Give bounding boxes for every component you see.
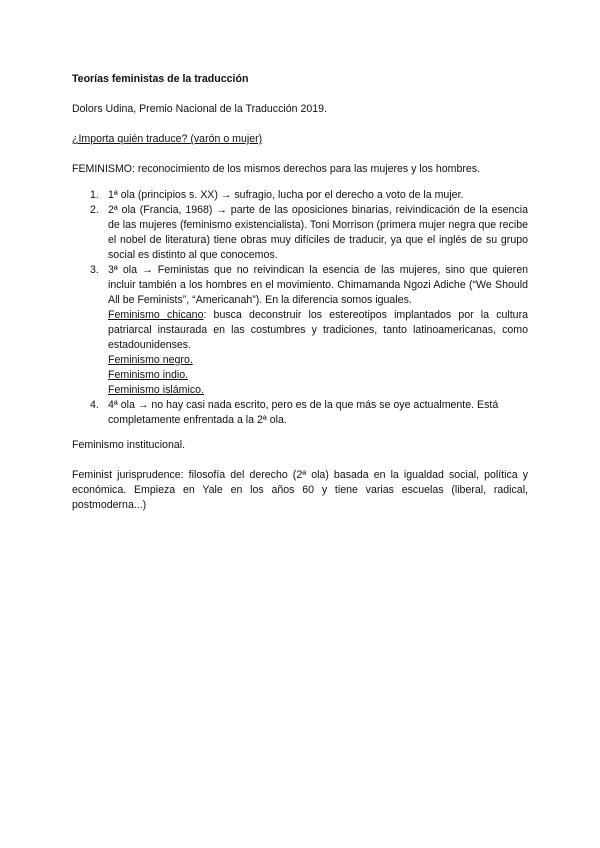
chicano-label: Feminismo chicano xyxy=(108,309,204,321)
waves-list xyxy=(72,188,528,428)
jurisprudence-paragraph: Feminist jurisprudence: filosofía del derecho (2ª ola) basada en la igualdad social, política y económica. Empieza en Yale en los años 60 y tiene varias escuelas (liberal, radical, postmoderna...) xyxy=(72,469,528,511)
list-item xyxy=(72,188,528,203)
feminismo-islamico: Feminismo islámico. xyxy=(108,384,204,396)
wave-4-text: 4ª ola → no hay casi nada escrito, pero es de la que más se oye actualmente. Está completamente enfrentada a la 2ª ola. xyxy=(108,399,499,426)
feminismo-negro: Feminismo negro. xyxy=(108,354,193,366)
question-line: ¿Importa quién traduce? (varón o mujer) xyxy=(72,133,263,145)
wave-3-text: 3ª ola → Feministas que no reivindican la esencia de las mujeres, sino que quieren incluir también a los hombres en el movimiento. Chimamanda Ngozi Adiche (“We Should All be Feminists”, “Americanah”). En la diferencia somos iguales. xyxy=(108,264,528,306)
list-number: 1. xyxy=(90,189,99,201)
chicano-paragraph xyxy=(108,308,528,353)
list-number: 3. xyxy=(90,264,99,276)
author-line: Dolors Udina, Premio Nacional de la Traducción 2019. xyxy=(72,103,327,115)
chicano-text: : busca deconstruir los estereotipos implantados por la cultura patriarcal instaurada en las costumbres y tradiciones, tanto latinoamericanas, como estadounidenses. xyxy=(108,309,528,351)
feminismo-indio: Feminismo indio. xyxy=(108,369,189,381)
wave-1-text: 1ª ola (principios s. XX) → sufragio, lucha por el derecho a voto de la mujer. xyxy=(108,189,464,201)
list-item xyxy=(72,398,528,428)
document-title: Teorías feministas de la traducción xyxy=(72,73,249,85)
list-number: 2. xyxy=(90,204,99,216)
feminism-definition: FEMINISMO: reconocimiento de los mismos derechos para las mujeres y los hombres. xyxy=(72,163,481,175)
institutional-line: Feminismo institucional. xyxy=(72,439,186,451)
list-item xyxy=(72,203,528,263)
list-item xyxy=(72,263,528,398)
list-number: 4. xyxy=(90,399,99,411)
wave-2-text: 2ª ola (Francia, 1968) → parte de las oposiciones binarias, reivindicación de la esencia de las mujeres (feminismo existencialista). Toni Morrison (primera mujer negra que recibe el nobel de literatura) tiene obras muy difíciles de traducir, ya que el inglés de su grupo social es distinto al que conocemos. xyxy=(108,204,528,261)
